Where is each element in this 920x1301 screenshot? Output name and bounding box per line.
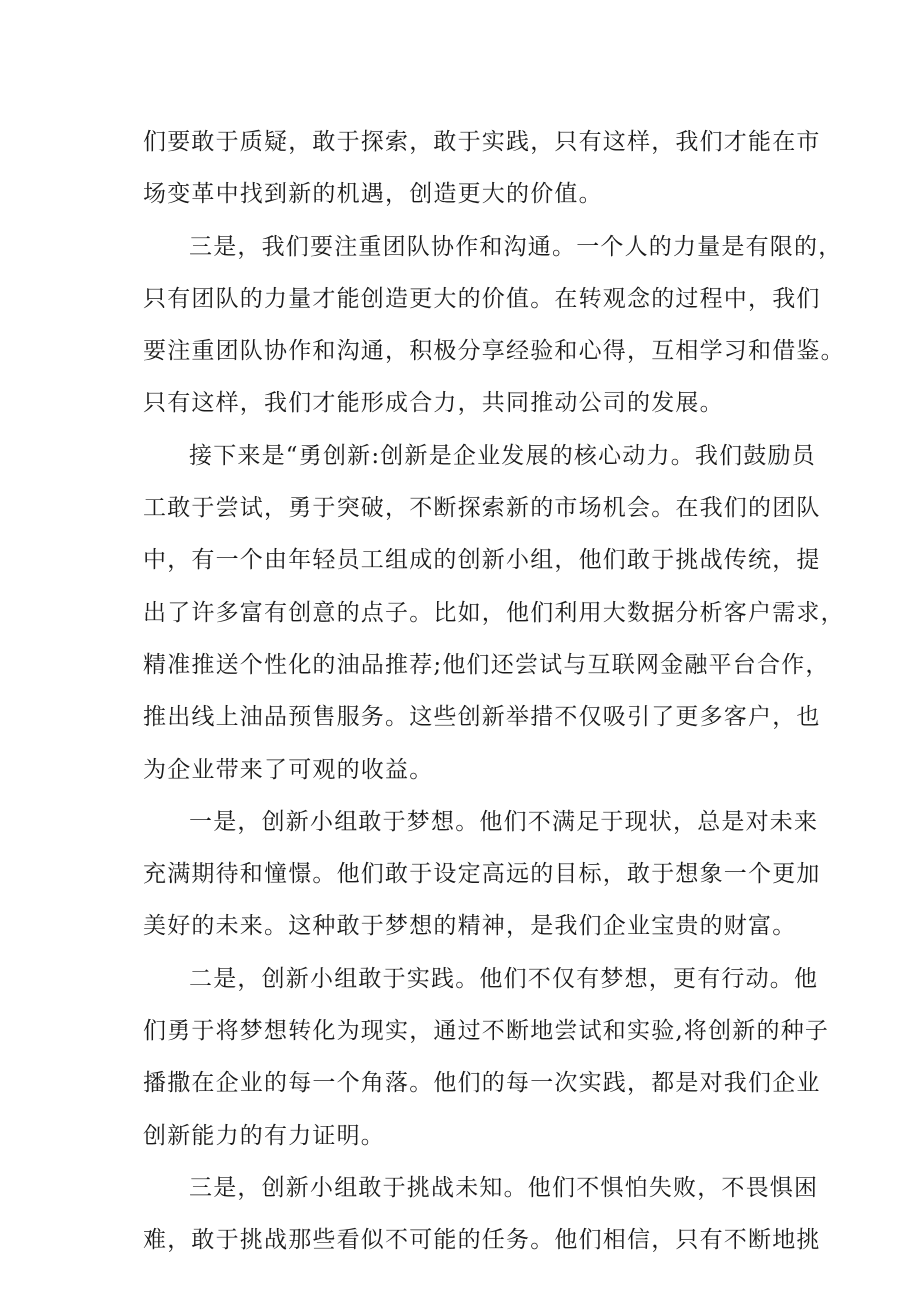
- text-line: 播撒在企业的每一个角落。他们的每一次实践，都是对我们企业: [143, 1070, 821, 1097]
- text-line: 精准推送个性化的油品推荐;他们还尝试与互联网金融平台合作，: [143, 651, 830, 678]
- text-line: 美好的未来。这种敢于梦想的精神，是我们企业宝贵的财富。: [143, 913, 797, 940]
- text-line: 三是，我们要注重团队协作和沟通。一个人的力量是有限的，: [189, 233, 843, 260]
- text-line: 为企业带来了可观的收益。: [143, 756, 434, 783]
- document-body: [143, 116, 845, 1267]
- text-line: 场变革中找到新的机遇，创造更大的价值。: [143, 181, 603, 208]
- text-line: 工敢于尝试，勇于突破，不断探索新的市场机会。在我们的团队: [143, 495, 821, 522]
- text-line: 三是，创新小组敢于挑战未知。他们不惧怕失败，不畏惧困: [189, 1174, 819, 1201]
- text-line: 充满期待和憧憬。他们敢于设定高远的目标，敢于想象一个更加: [143, 861, 821, 888]
- text-line: 二是，创新小组敢于实践。他们不仅有梦想，更有行动。他: [189, 965, 819, 992]
- text-line: 只有团队的力量才能创造更大的价值。在转观念的过程中，我们: [143, 285, 821, 312]
- text-line: 创新能力的有力证明。: [143, 1122, 385, 1149]
- text-line: 们要敢于质疑，敢于探索，敢于实践，只有这样，我们才能在市: [143, 129, 821, 155]
- text-line: 中，有一个由年轻员工组成的创新小组，他们敢于挑战传统，提: [143, 547, 821, 574]
- text-line: 一是，创新小组敢于梦想。他们不满足于现状，总是对未来: [189, 808, 819, 835]
- text-line: 推出线上油品预售服务。这些创新举措不仅吸引了更多客户，也: [143, 704, 821, 731]
- text-line: 们勇于将梦想转化为现实，通过不断地尝试和实验,将创新的种子: [143, 1018, 830, 1045]
- text-line: 只有这样，我们才能形成合力，共同推动公司的发展。: [143, 390, 724, 417]
- text-line: 接下来是“勇创新:创新是企业发展的核心动力。我们鼓励员: [189, 442, 816, 469]
- text-line: 难，敢于挑战那些看似不可能的任务。他们相信，只有不断地挑: [143, 1227, 821, 1254]
- text-line: 要注重团队协作和沟通，积极分享经验和心得，互相学习和借鉴。: [143, 338, 845, 365]
- text-line: 出了许多富有创意的点子。比如，他们利用大数据分析客户需求，: [143, 599, 845, 626]
